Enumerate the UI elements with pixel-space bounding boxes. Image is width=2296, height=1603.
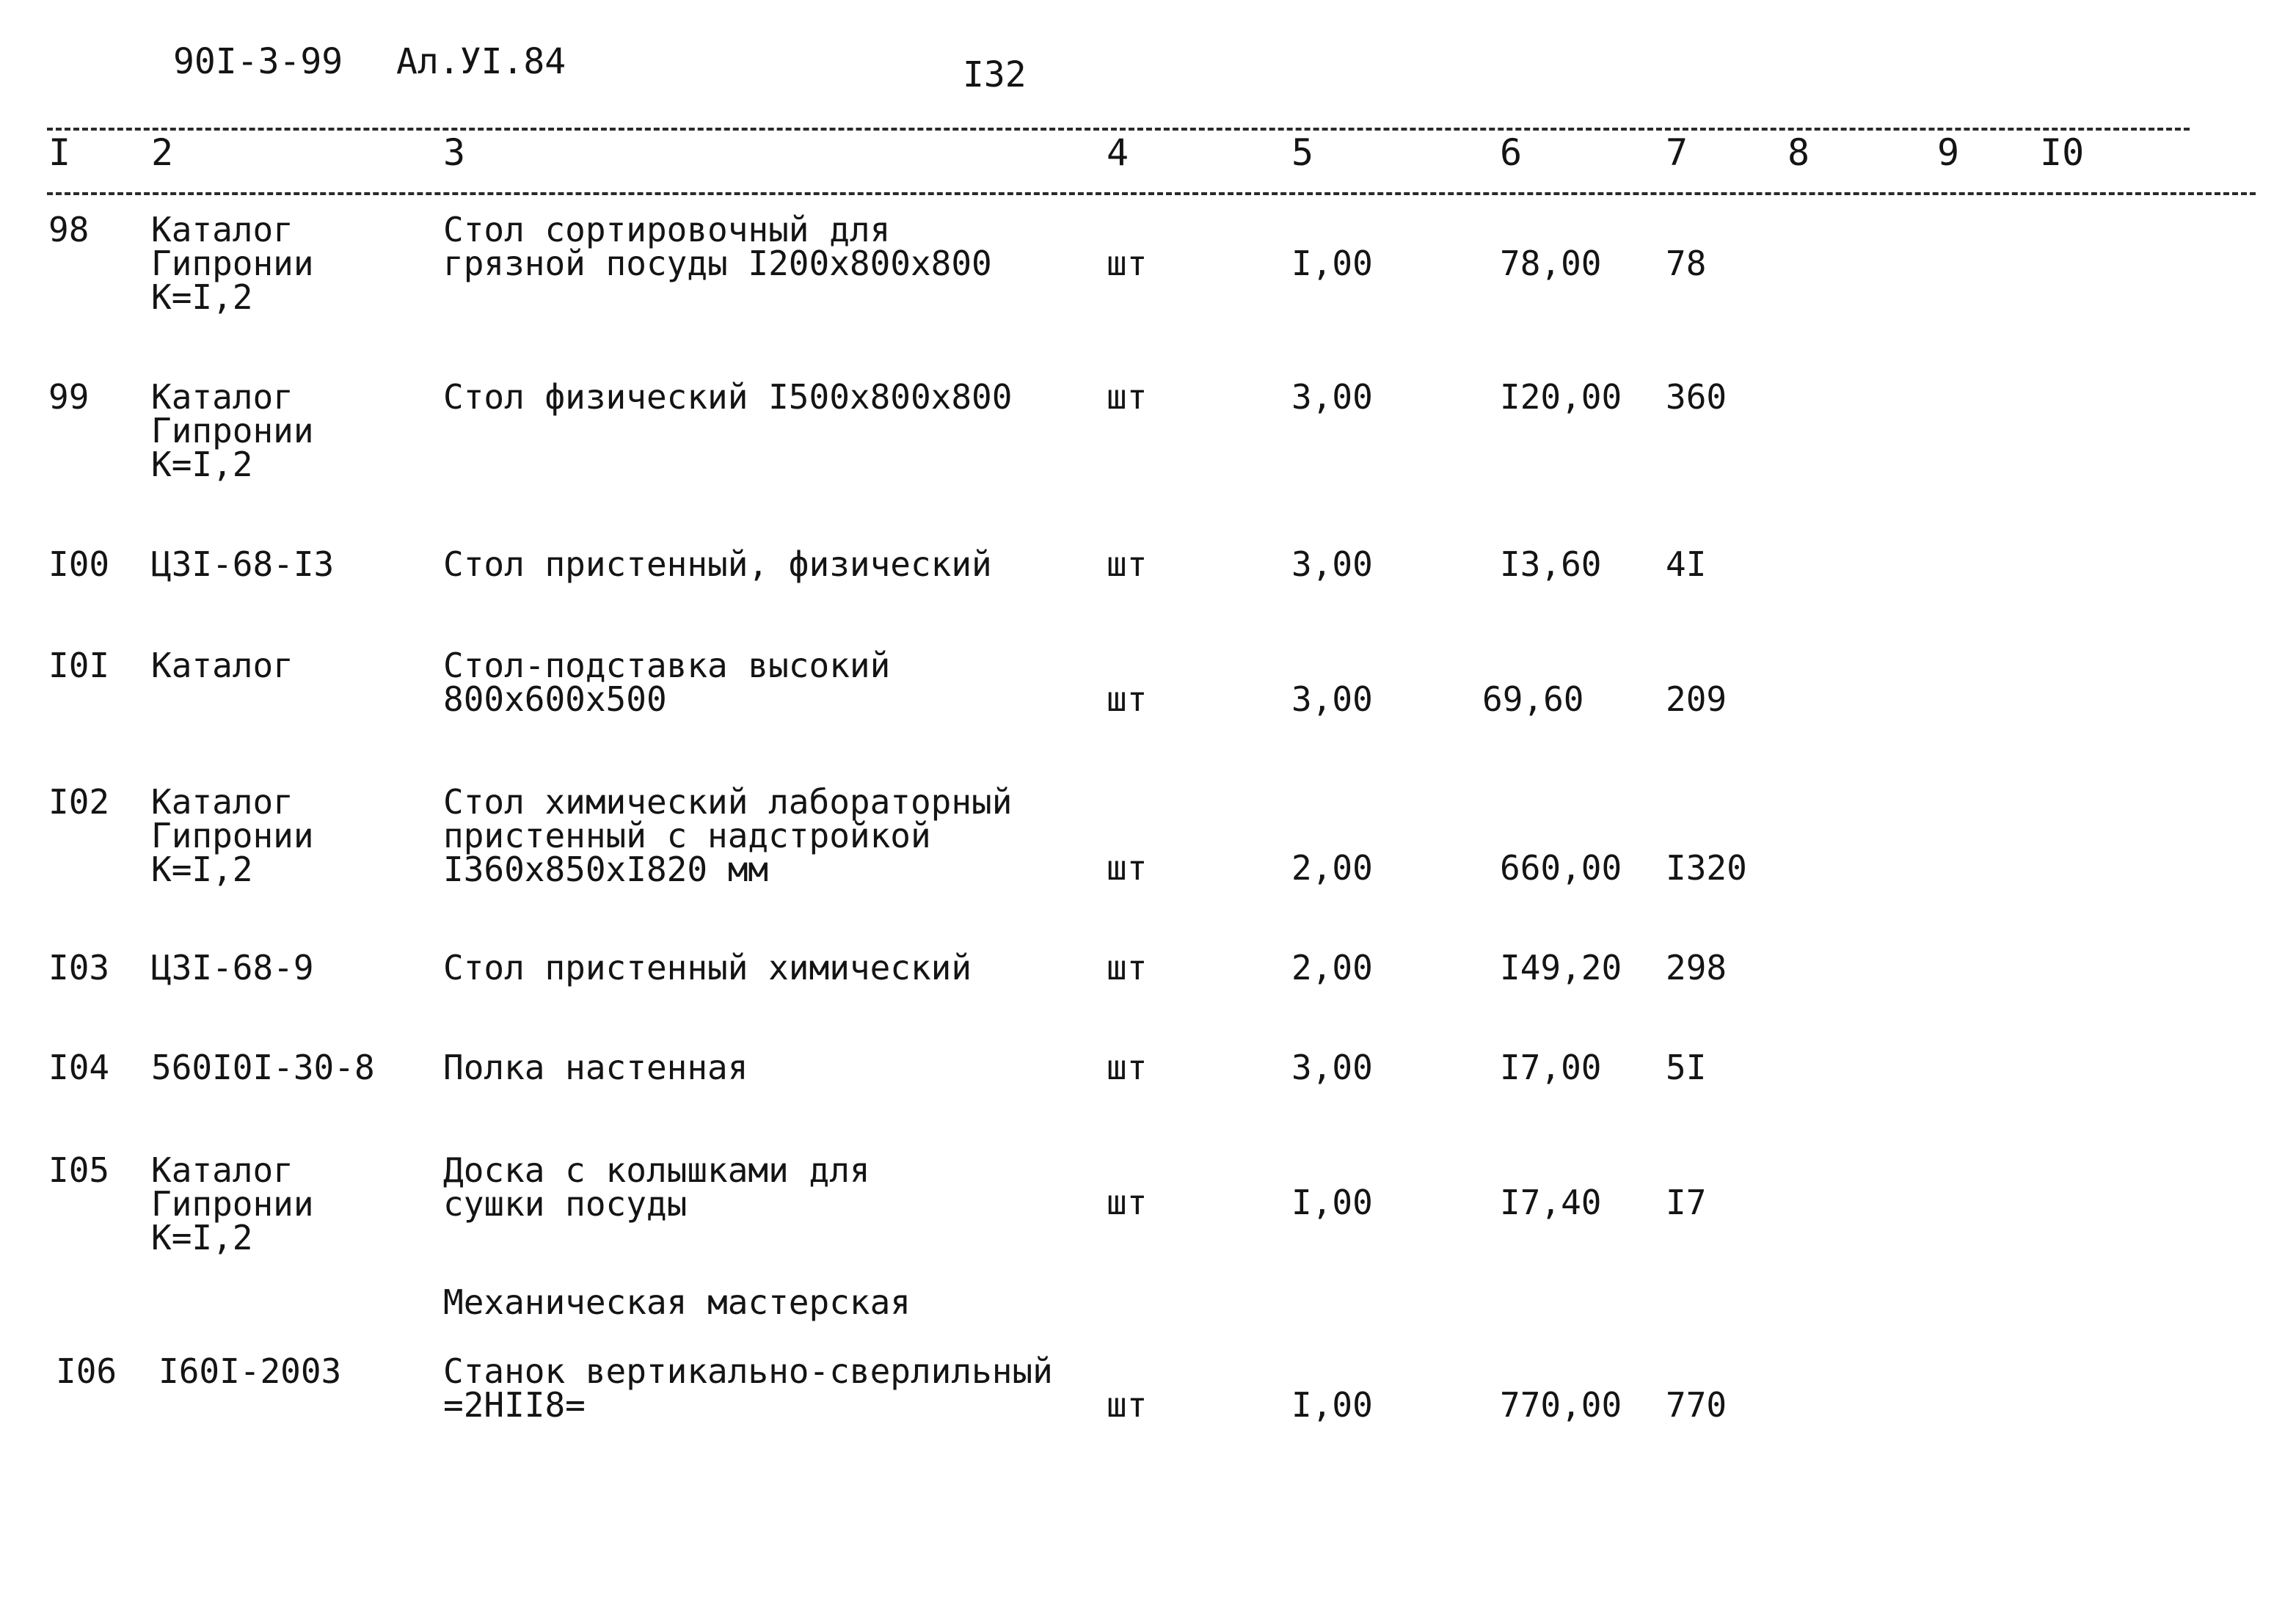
row-name: Стол пристенный химический <box>443 948 972 987</box>
row-unit: шт <box>1107 544 1148 584</box>
row-unit: шт <box>1107 244 1148 283</box>
row-total: I7 <box>1666 1183 1707 1222</box>
row-reference: Каталог Гипронии К=I,2 <box>151 377 314 484</box>
row-reference: Каталог Гипронии К=I,2 <box>151 210 314 317</box>
row-unit: шт <box>1107 1183 1148 1222</box>
row-total: 5I <box>1666 1048 1707 1087</box>
row-quantity: I,00 <box>1291 1183 1373 1222</box>
column-header-2: 2 <box>151 131 174 174</box>
row-name: Стол химический лабораторный пристенный с надстройкой I360x850xI820 мм <box>443 782 1013 889</box>
row-number: I05 <box>48 1150 110 1190</box>
row-name: Стол-подставка высокий 800x600x500 <box>443 646 891 719</box>
row-quantity: 3,00 <box>1291 679 1373 719</box>
row-unit: шт <box>1107 1048 1148 1087</box>
row-quantity: I,00 <box>1291 1385 1373 1425</box>
column-header-5: 5 <box>1291 131 1314 174</box>
column-header-6: 6 <box>1500 131 1523 174</box>
row-price: 69,60 <box>1482 679 1584 719</box>
row-price: 78,00 <box>1500 244 1602 283</box>
row-total: 770 <box>1666 1385 1727 1425</box>
row-unit: шт <box>1107 1385 1148 1425</box>
row-total: 209 <box>1666 679 1727 719</box>
row-unit: шт <box>1107 848 1148 888</box>
row-quantity: 2,00 <box>1291 848 1373 888</box>
row-total: 78 <box>1666 244 1707 283</box>
column-header-9: 9 <box>1937 131 1960 174</box>
row-name: Станок вертикально-сверлильный =2НII8= <box>443 1351 1053 1425</box>
row-reference: I60I-2003 <box>158 1351 342 1391</box>
row-total: 298 <box>1666 948 1727 987</box>
row-unit: шт <box>1107 679 1148 719</box>
row-price: I20,00 <box>1500 377 1622 417</box>
row-name: Доска с колышками для сушки посуды <box>443 1150 870 1224</box>
row-quantity: 2,00 <box>1291 948 1373 987</box>
row-number: 99 <box>48 377 90 417</box>
section-heading: Механическая мастерская <box>443 1282 911 1322</box>
row-reference: Ц3I-68-I3 <box>151 544 335 584</box>
row-price: I7,00 <box>1500 1048 1602 1087</box>
table-top-rule <box>47 128 2190 131</box>
row-reference: 560I0I-30-8 <box>151 1048 375 1087</box>
column-header-10: I0 <box>2040 131 2085 174</box>
row-unit: шт <box>1107 948 1148 987</box>
row-quantity: 3,00 <box>1291 544 1373 584</box>
column-header-8: 8 <box>1787 131 1810 174</box>
row-reference: Ц3I-68-9 <box>151 948 314 987</box>
row-number: I06 <box>56 1351 117 1391</box>
column-header-3: 3 <box>443 131 466 174</box>
row-name: Стол физический I500x800x800 <box>443 377 1013 417</box>
row-reference: Каталог Гипронии К=I,2 <box>151 782 314 889</box>
album-reference: Ал.УI.84 <box>396 41 566 82</box>
row-number: I00 <box>48 544 110 584</box>
row-quantity: 3,00 <box>1291 1048 1373 1087</box>
row-total: 4I <box>1666 544 1707 584</box>
row-price: I3,60 <box>1500 544 1602 584</box>
row-name: Полка настенная <box>443 1048 748 1087</box>
row-name: Стол сортировочный для грязной посуды I200x800x800 <box>443 210 992 283</box>
column-header-1: I <box>48 131 71 174</box>
row-number: I02 <box>48 782 110 822</box>
row-price: I7,40 <box>1500 1183 1602 1222</box>
row-name: Стол пристенный, физический <box>443 544 992 584</box>
table-header-rule <box>47 192 2256 195</box>
row-number: I0I <box>48 646 110 685</box>
row-price: 660,00 <box>1500 848 1622 888</box>
row-number: I04 <box>48 1048 110 1087</box>
row-price: 770,00 <box>1500 1385 1622 1425</box>
row-reference: Каталог <box>151 646 294 685</box>
row-price: I49,20 <box>1500 948 1622 987</box>
row-total: I320 <box>1666 848 1747 888</box>
row-number: I03 <box>48 948 110 987</box>
document-code: 90I-3-99 <box>173 41 343 82</box>
row-number: 98 <box>48 210 90 249</box>
row-reference: Каталог Гипронии К=I,2 <box>151 1150 314 1257</box>
row-quantity: I,00 <box>1291 244 1373 283</box>
row-total: 360 <box>1666 377 1727 417</box>
row-quantity: 3,00 <box>1291 377 1373 417</box>
column-header-4: 4 <box>1107 131 1129 174</box>
column-header-7: 7 <box>1666 131 1688 174</box>
row-unit: шт <box>1107 377 1148 417</box>
page-number: I32 <box>963 54 1027 95</box>
